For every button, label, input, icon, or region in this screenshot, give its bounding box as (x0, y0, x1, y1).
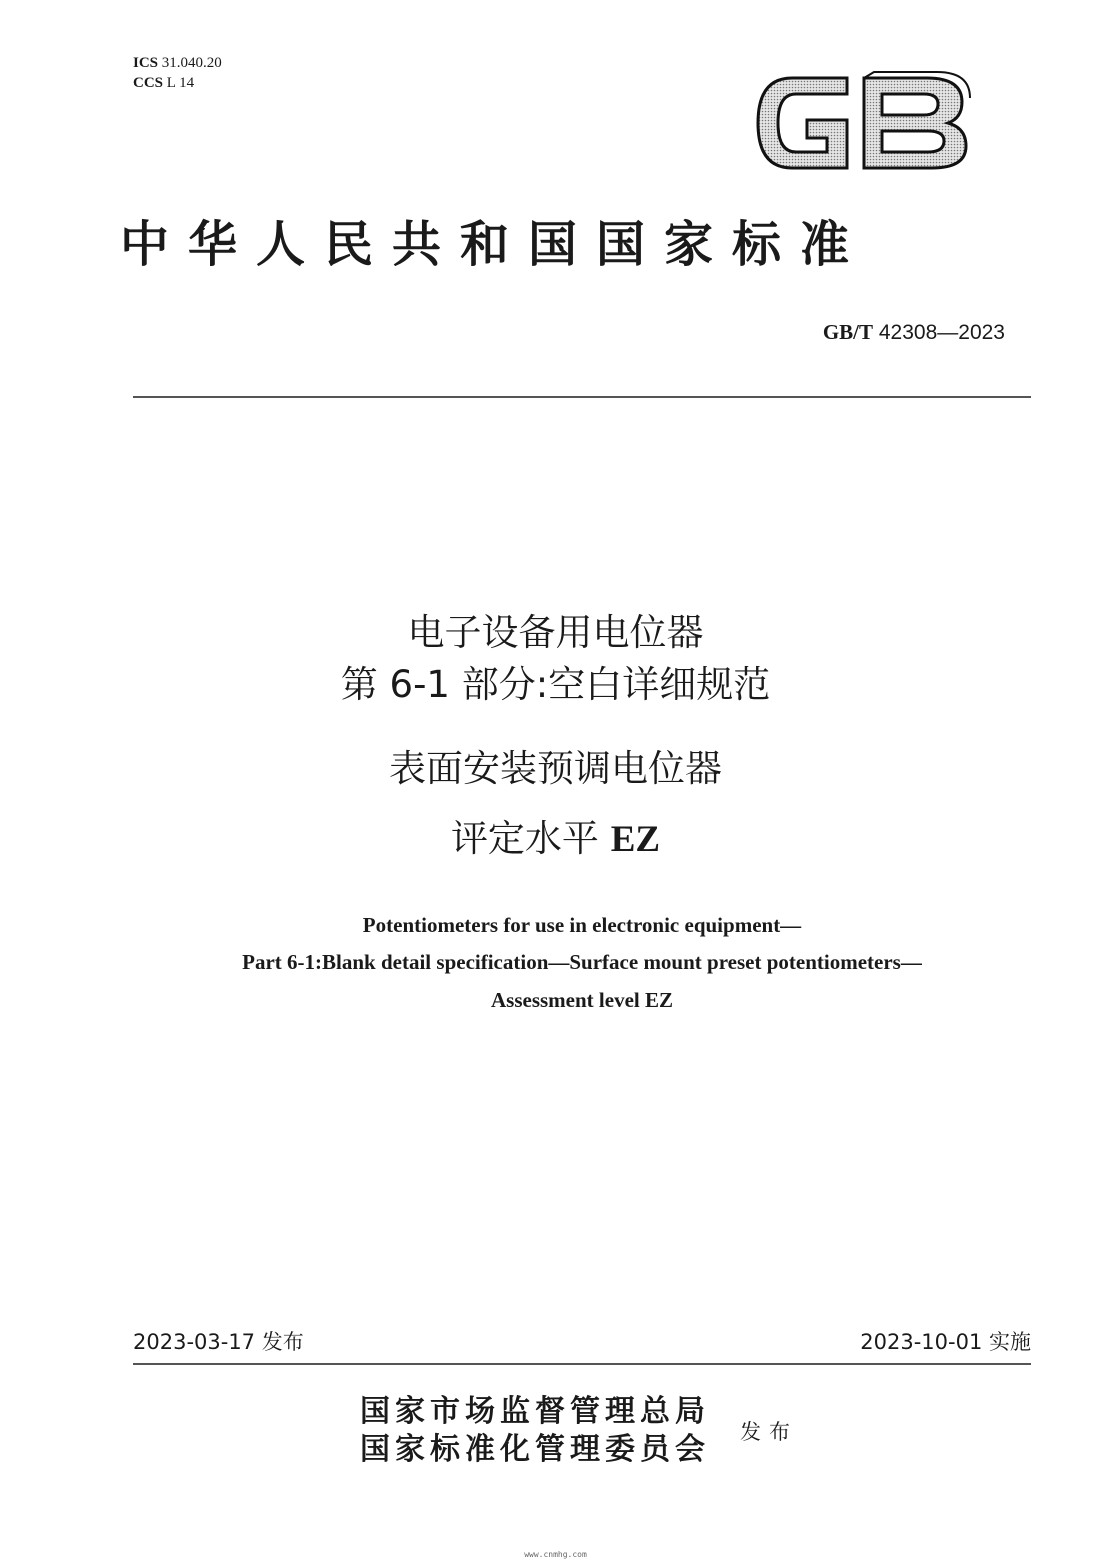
cn-title-line-1: 电子设备用电位器 (407, 611, 704, 654)
top-divider (133, 396, 1031, 398)
en-title-line-3: Assessment level EZ (491, 988, 673, 1012)
ccs-code (133, 74, 194, 92)
national-standard-title: 中华人民共和国国家标准 (120, 215, 869, 273)
standard-number (823, 320, 1005, 345)
footer-url: www.cnmhg.com (524, 1550, 587, 1559)
cn-title-line-4 (0, 814, 1111, 865)
ccs-value: L 14 (166, 75, 195, 91)
assessment-level-cn: 评定水平 (450, 817, 599, 860)
ccs-label: CCS (133, 75, 164, 91)
gb-logo (752, 68, 974, 178)
issue-date: 2023-03-17 发布 (133, 1330, 304, 1354)
publish-label: 发布 (740, 1420, 798, 1444)
issuer-sac: 国家标准化管理委员会 (360, 1432, 710, 1467)
standard-code: 42308—2023 (878, 321, 1005, 344)
standard-prefix: GB/T (822, 320, 874, 344)
ics-label: ICS (133, 55, 159, 71)
en-title-line-1: Potentiometers for use in electronic equipment— (362, 913, 802, 937)
ics-value: 31.040.20 (161, 55, 222, 71)
en-title-line-2: Part 6-1:Blank detail specification—Surface mount preset potentiometers— (242, 950, 922, 974)
assessment-level-code: EZ (610, 819, 661, 860)
implementation-date: 2023-10-01 实施 (860, 1330, 1031, 1354)
issuer-samr: 国家市场监督管理总局 (360, 1394, 710, 1429)
cn-title-line-2: 第 6-1 部分:空白详细规范 (340, 663, 771, 706)
cn-title-line-3: 表面安装预调电位器 (389, 747, 722, 790)
bottom-divider (133, 1363, 1031, 1365)
ics-code (133, 54, 222, 72)
